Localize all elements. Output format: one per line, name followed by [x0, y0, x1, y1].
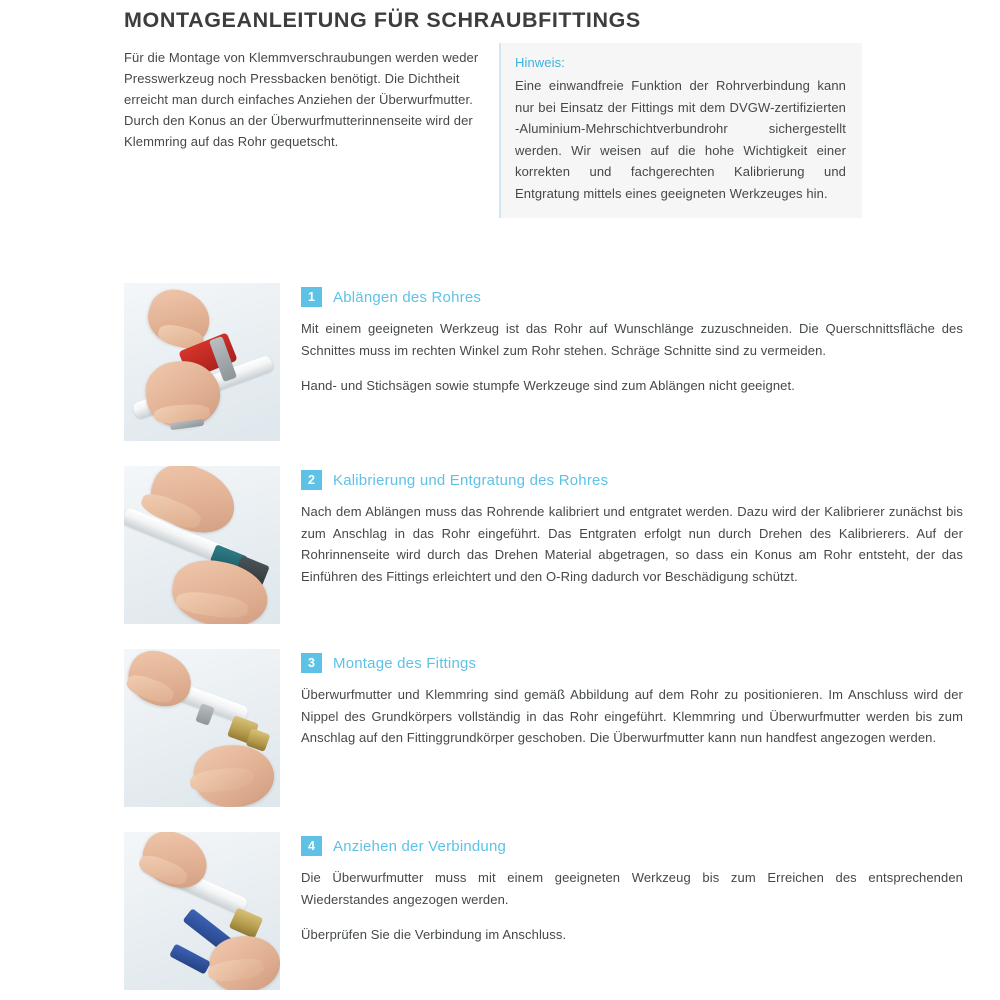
step-header	[301, 653, 963, 673]
step-title: Montage des Fittings	[333, 654, 477, 672]
steps-list	[0, 283, 1000, 1000]
step-paragraph: Nach dem Ablängen muss das Rohrende kalibriert und entgratet werden. Dazu wird der Kalibrierer zunächst bis zum Anschlag in das Rohr eingeführt. Das Entgraten erfolgt nun durch Drehen des Kalibrierers. Auf der Rohrinnenseite wird durch das Drehen Material abgetragen, so dass ein Konus am Rohr entsteht, der das Einführen des Fittings erleichtert und den O-Ring dadurch vor Beschädigung schützt.	[301, 504, 963, 584]
step-number: 3	[301, 653, 322, 673]
note-title: Hinweis:	[515, 55, 565, 70]
step-title: Ablängen des Rohres	[333, 288, 482, 306]
step-title: Anziehen der Verbindung	[333, 837, 507, 855]
page-title: MONTAGEANLEITUNG FÜR SCHRAUBFITTINGS	[124, 8, 641, 32]
step-item	[0, 283, 1000, 441]
note-box	[499, 43, 862, 218]
photo-calibrator	[124, 466, 280, 624]
step-item	[0, 649, 1000, 807]
step-paragraph: Überwurfmutter und Klemmring sind gemäß Abbildung auf dem Rohr zu positionieren. Im Anschluss wird der Nippel des Grundkörpers vollständig in das Rohr eingeführt. Klemmring und Überwurfmutter werden bis zum Anschlag auf den Fittinggrundkörper geschoben. Die Überwurfmutter kann nun handfest angezogen werden.	[301, 687, 963, 745]
step-content	[301, 649, 963, 749]
step-content	[301, 466, 963, 587]
step-title: Kalibrierung und Entgratung des Rohres	[333, 471, 609, 489]
step-number: 2	[301, 470, 322, 490]
step-content	[301, 832, 963, 946]
intro-paragraph: Für die Montage von Klemmverschraubungen werden weder Presswerkzeug noch Pressbacken benötigt. Die Dichtheit erreicht man durch einfaches Anziehen der Überwurfmutter. Durch den Konus an der Überwurfmutterinnenseite wird der Klemmring auf das Rohr gequetscht.	[124, 50, 479, 149]
step-number: 1	[301, 287, 322, 307]
step-item	[0, 832, 1000, 990]
photo-pipe-cutter	[124, 283, 280, 441]
step-paragraph: Mit einem geeigneten Werkzeug ist das Rohr auf Wunschlänge zuzuschneiden. Die Querschnittsfläche des Schnittes muss im rechten Winkel zum Rohr stehen. Schräge Schnitte sind zu vermeiden.	[301, 321, 963, 358]
step-paragraph: Überprüfen Sie die Verbindung im Anschluss.	[301, 927, 567, 942]
step-header	[301, 470, 963, 490]
photo-tightening	[124, 832, 280, 990]
step-header	[301, 287, 963, 307]
step-item	[0, 466, 1000, 624]
note-body: Eine einwandfreie Funktion der Rohrverbindung kann nur bei Einsatz der Fittings mit dem DVGW-zertifizierten -Aluminium-Mehrschichtverbundrohr sichergestellt werden. Wir weisen auf die hohe Wichtigkeit einer korrekten und fachgerechten Kalibrierung und Entgratung mittels eines geeigneten Werkzeuges hin.	[515, 78, 846, 201]
step-header	[301, 836, 963, 856]
step-number: 4	[301, 836, 322, 856]
photo-fitting-assembly	[124, 649, 280, 807]
step-content	[301, 283, 963, 397]
step-paragraph: Die Überwurfmutter muss mit einem geeigneten Werkzeug bis zum Erreichen des entsprechenden Wiederstandes angezogen werden.	[301, 870, 963, 907]
step-paragraph: Hand- und Stichsägen sowie stumpfe Werkzeuge sind zum Ablängen nicht geeignet.	[301, 378, 795, 393]
